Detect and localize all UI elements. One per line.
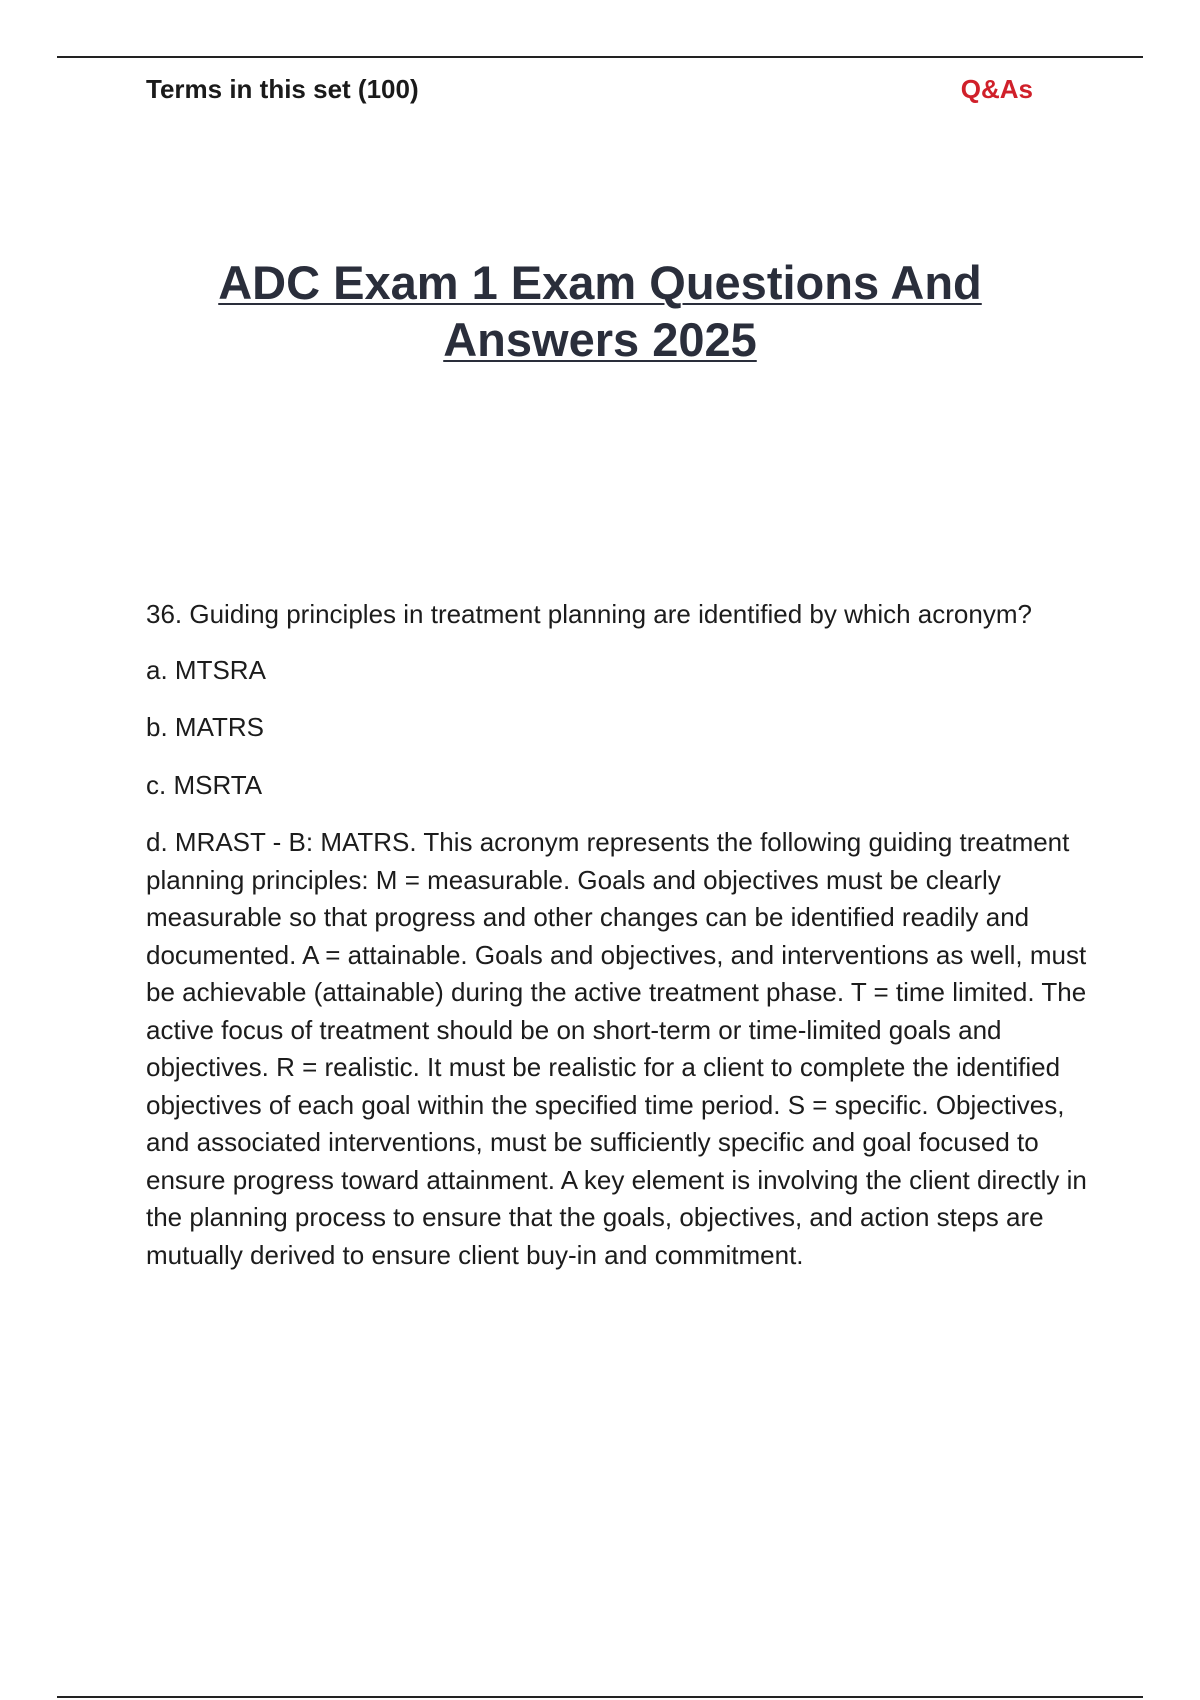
answer-explanation: d. MRAST - B: MATRS. This acronym represents the following guiding treatment planning principles: M = measurable. Goals and objectives must be clearly measurable so that progress and other changes can be identified readily and documented. A = attainable. Goals and objectives, and interventions as well, must be achievable (attainable) during the active treatment phase. T = time limited. The active focus of treatment should be on short-term or time-limited goals and objectives. R = realistic. It must be realistic for a client to complete the identified objectives of each goal within the specified time period. S = specific. Objectives, and associated interventions, must be sufficiently specific and goal focused to ensure progress toward attainment. A key element is involving the client directly in the planning process to ensure that the goals, objectives, and action steps are mutually derived to ensure client buy-in and commitment. [146,827,1087,1270]
document-title [120,254,1080,368]
option-a: a. MTSRA [146,654,266,685]
question-card [146,596,1088,1274]
qa-badge: Q&As [960,74,1033,104]
option-c: c. MSRTA [146,769,263,800]
top-divider [57,56,1143,58]
question-stem: 36. Guiding principles in treatment planning are identified by which acronym? [146,599,1032,629]
bottom-divider [57,1696,1143,1698]
title-line-1: ADC Exam 1 Exam Questions And [218,256,982,309]
page-header [146,74,1033,108]
set-count-label: Terms in this set (100) [146,74,419,104]
option-b: b. MATRS [146,712,264,742]
title-line-2: Answers 2025 [443,313,757,366]
